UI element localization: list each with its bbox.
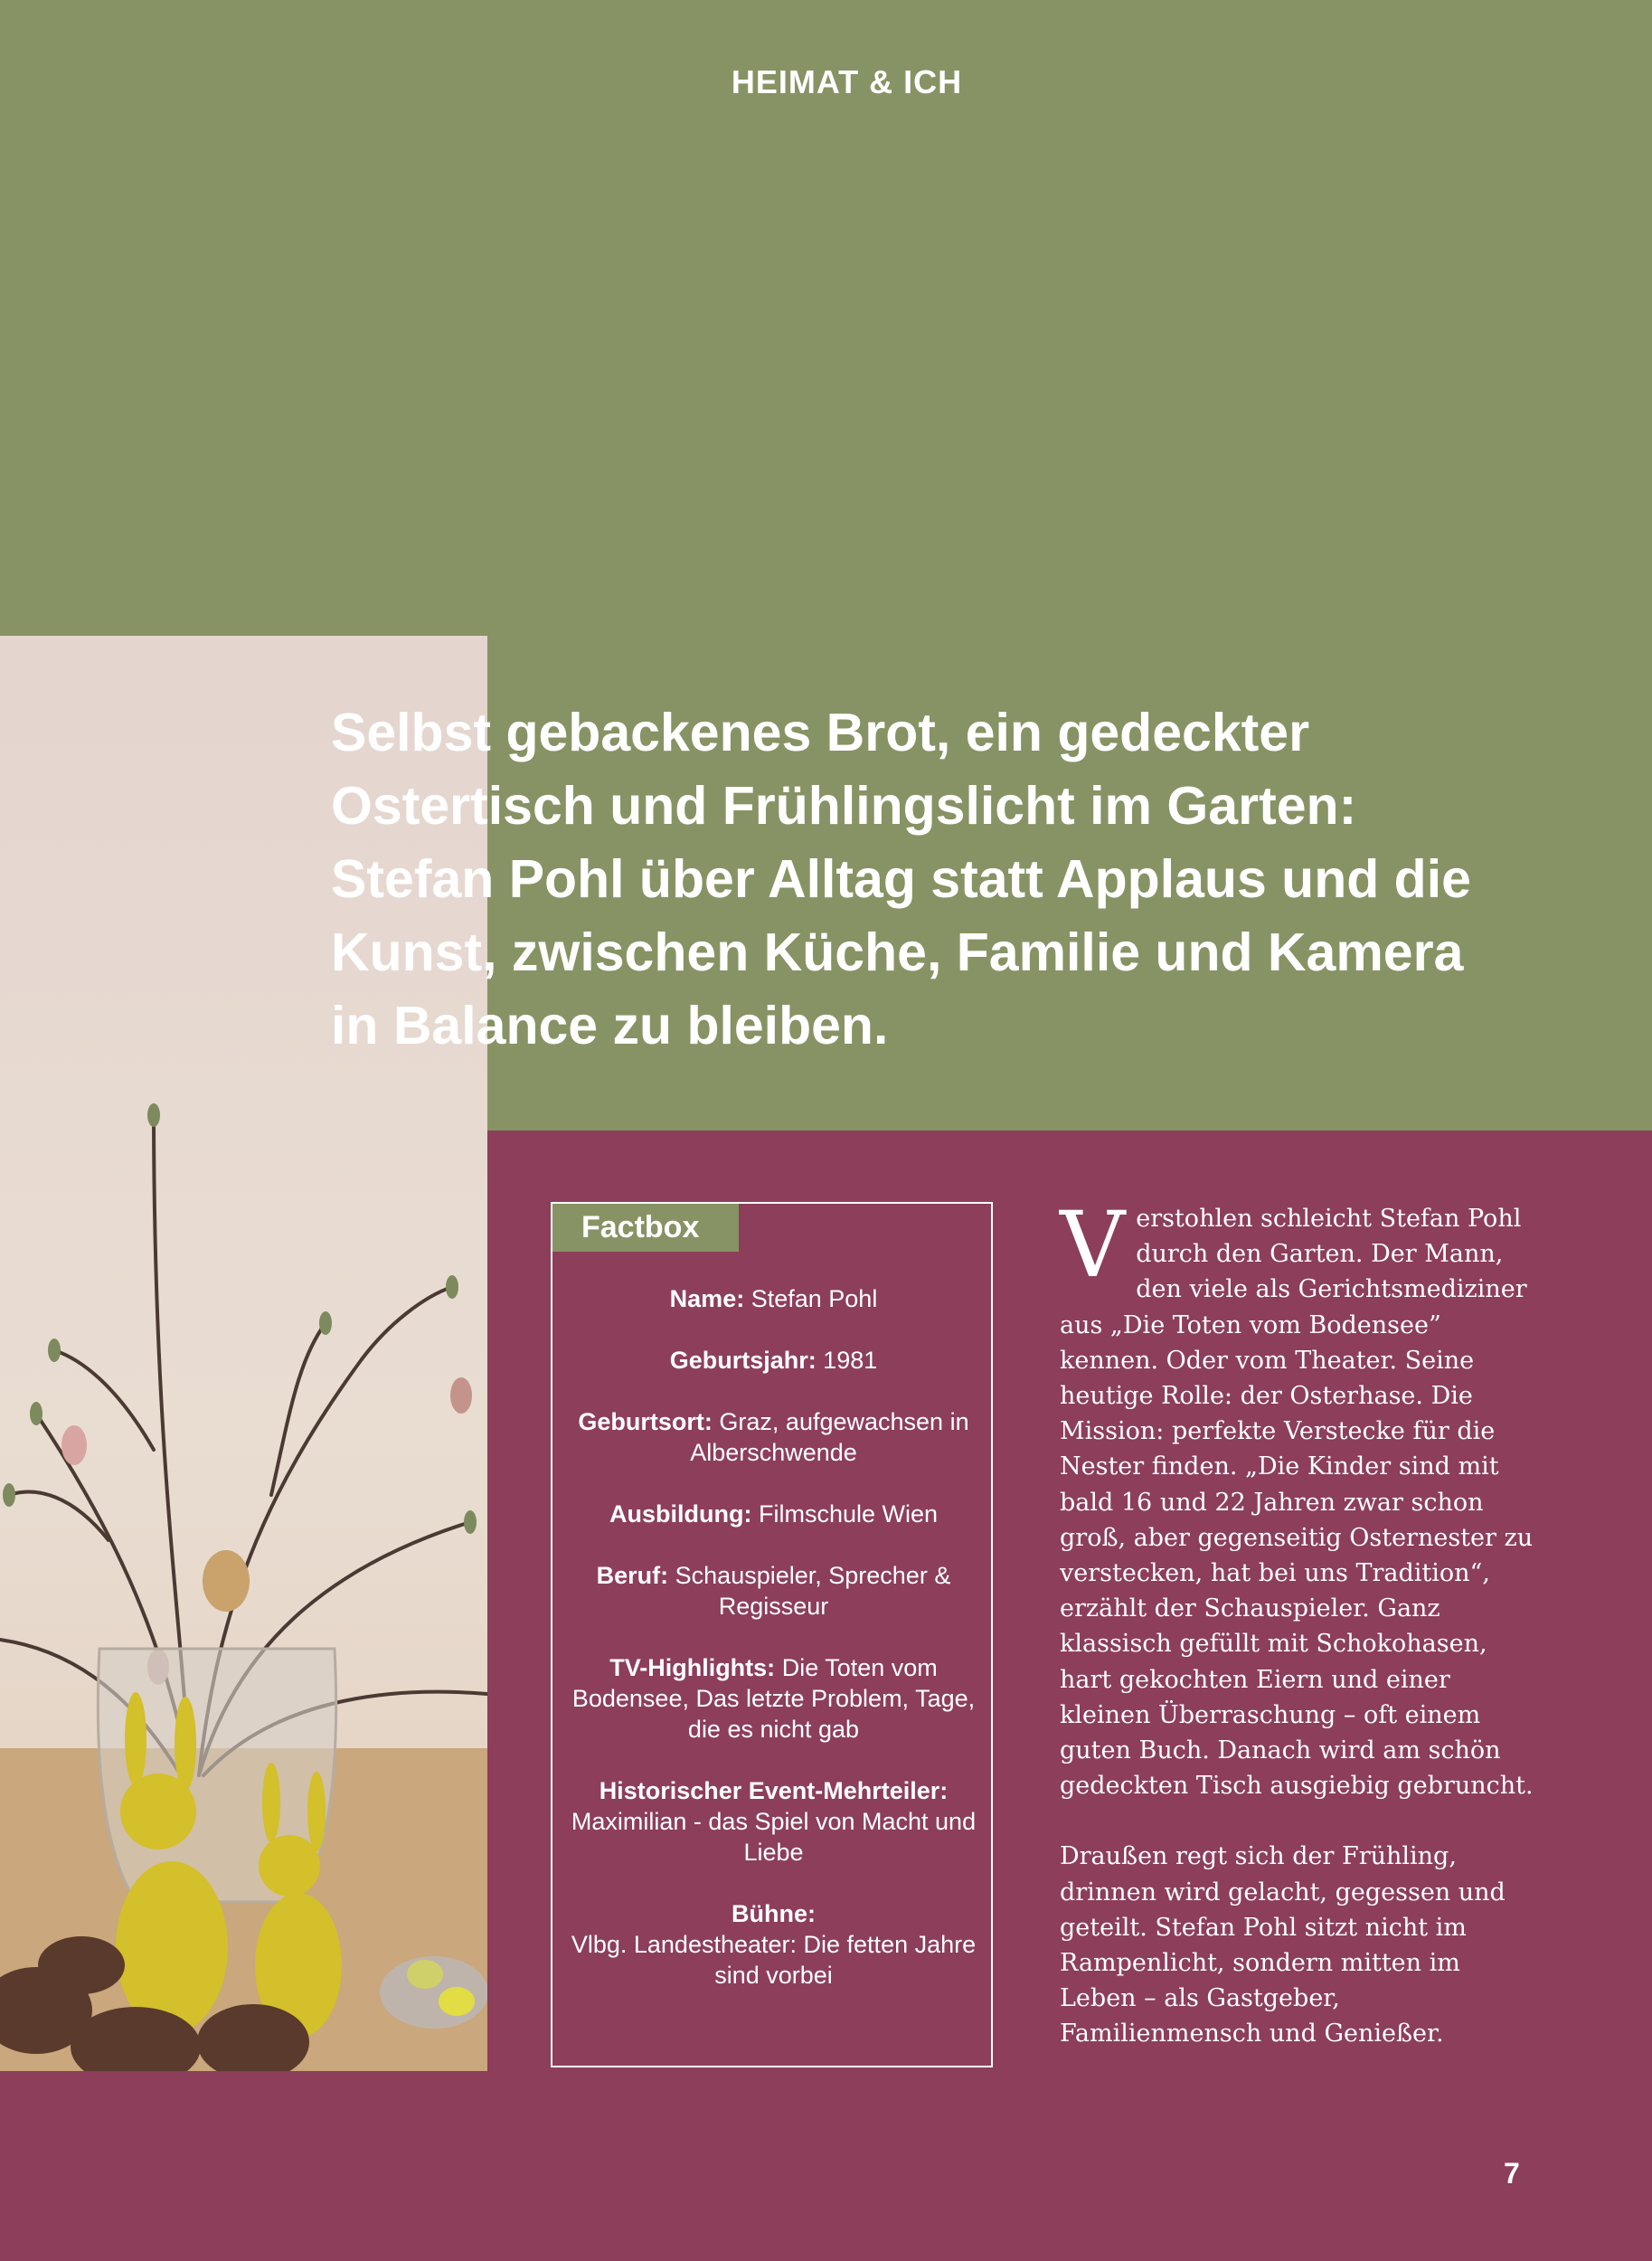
fact-birthplace xyxy=(571,1406,977,1468)
fact-label: Historischer Event-Mehrteiler: xyxy=(599,1777,949,1804)
fact-value: 1981 xyxy=(823,1347,878,1374)
fact-label: Ausbildung: xyxy=(609,1500,752,1528)
paragraph-text: erstohlen schleicht Stefan Pohl durch den Garten. Der Mann, den viele als Gerichtsmediziner aus „Die Toten vom Bodensee” kennen. Oder vom Theater. Seine heutige Rolle: der Osterhase. Die Mission: perfekte Verstecke für die Nester finden. „Die Kinder sind mit bald 16 und 22 Jahren zwar schon groß, aber gegenseitig Osternester zu verstecken, hat bei uns Tradition“, erzählt der Schauspieler. Ganz klassisch gefüllt mit Schokohasen, hart gekochten Eiern und einer kleinen Überraschung – oft einem guten Buch. Danach wird am schön gedeckten Tisch ausgiebig gebruncht. xyxy=(1060,1205,1534,1801)
fact-label: Beruf: xyxy=(596,1562,669,1589)
fact-name xyxy=(571,1283,977,1314)
article-body xyxy=(1060,1192,1539,2052)
fact-label: TV-Highlights: xyxy=(609,1654,776,1681)
fact-value: Filmschule Wien xyxy=(758,1500,939,1528)
article-paragraph: Draußen regt sich der Frühling, drinnen wird gelacht, gegessen und geteilt. Stefan Pohl sitzt nicht im Rampenlicht, sondern mitten im Leben – als Gastgeber, Familienmensch und Genießer. xyxy=(1060,1842,1506,2048)
fact-stage xyxy=(571,1898,977,1991)
fact-education xyxy=(571,1499,977,1529)
factbox-items xyxy=(571,1283,977,2021)
section-header: HEIMAT & ICH xyxy=(731,63,963,100)
fact-tv-highlights xyxy=(571,1652,977,1745)
fact-value: Vlbg. Landestheater: Die fetten Jahre sind vorbei xyxy=(571,1931,977,1989)
fact-label: Geburtsjahr: xyxy=(669,1347,817,1374)
fact-value: Maximilian - das Spiel von Macht und Liebe xyxy=(571,1808,977,1866)
lead-paragraph: Selbst gebackenes Brot, ein gedeckter Ostertisch und Frühlingslicht im Garten: Stefan Pohl über Alltag statt Applaus und die Kunst, zwischen Küche, Familie und Kamera in Balance zu bleiben. xyxy=(331,703,1471,1055)
fact-birth-year xyxy=(571,1345,977,1376)
drop-cap: V xyxy=(1060,1192,1126,1298)
article-paragraph xyxy=(1060,1192,1539,1803)
page-number: 7 xyxy=(1504,2157,1520,2190)
factbox-title: Factbox xyxy=(552,1204,739,1252)
fact-profession xyxy=(571,1560,977,1622)
fact-label: Name: xyxy=(669,1285,745,1312)
factbox xyxy=(551,1202,993,2067)
fact-value: Schauspieler, Sprecher & Regisseur xyxy=(675,1562,951,1620)
fact-value: Stefan Pohl xyxy=(750,1285,878,1312)
fact-value: Graz, aufgewachsen in Alberschwende xyxy=(690,1408,969,1466)
fact-label: Geburtsort: xyxy=(578,1408,713,1435)
fact-event-series xyxy=(571,1775,977,1868)
fact-value: Die Toten vom Bodensee, Das letzte Problem, Tage, die es nicht gab xyxy=(571,1654,976,1743)
fact-label: Bühne: xyxy=(732,1900,816,1927)
